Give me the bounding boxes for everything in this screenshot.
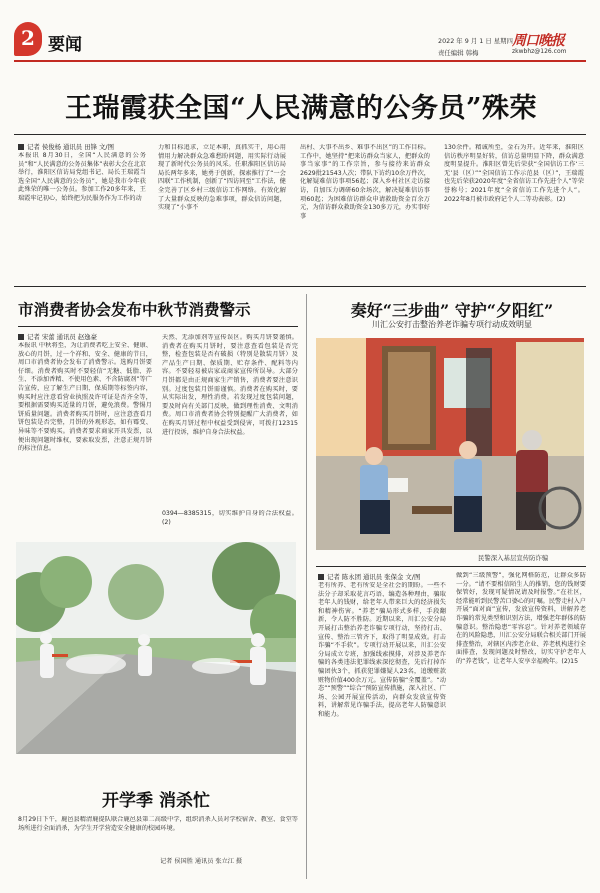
section-title: 要闻 — [48, 35, 82, 55]
antifraud-byline-text: 记者 陈永团 通讯员 张保金 文/图 — [327, 573, 421, 581]
disinfection-photo — [16, 542, 296, 754]
consumer-column-2-tail: 0394—8385315，切实维护自身的合法权益。(2) — [162, 510, 298, 526]
antifraud-subtitle: 川汇公安打击整治养老诈骗专项行动成效明显 — [372, 320, 532, 329]
consumer-column-1: 本报讯 中秋将至，为让消费者吃上安全、健康、放心的月饼，过一个祥和、安全、健康的节日，周口市消费者协会发布了消费警示。选购月饼要仔细。消费者购买时不要轻信“无糖、低脂、养生、不添加香精、不使用色素、不含防腐剂”等广告宣传，应了解生产日期、保质期等标签内容，购买时应注意看营业执照及许可证是否齐全等，要根据需要购买适量的月饼，避免浪费。警惕月饼质量问题。消费者购买月饼时，应注意查看月饼包装是否完整，月饼的外观形态，如有霉变、异味等不要购买。消费者要求商家开具发票，以便出现问题时维权，要索取发票，注意正规月饼的标注信息。 — [18, 342, 152, 453]
lead-column-3: 出村、大事不出乡、难事不出区”的工作目标。工作中，她坚持“把来访群众当家人，把群众的事当家事”的工作宗旨，参与接待来访群众2629批21543人次；带队下访约10余万件次，化解疑难信访事项56起；深入乡村社区走访接访，自加压力调研60余场次，解决疑难信访事项60起；为困难信访群众申请救助资金百余万元，为信访群众救助资金130多万元，办实事好事 — [300, 144, 430, 220]
byline-marker-icon — [18, 334, 24, 340]
issue-date: 2022 年 9 月 1 日 星期四 — [438, 37, 513, 45]
page-number-badge — [14, 22, 42, 56]
lead-column-1: 本报讯 8月30日，全国“人民满意的公务员”和“人民满意的公务员集体”表彰大会在北京举行，淮阳区信访局党组书记、局长王瑞霞当选全国“人民满意的公务员”，她是我市今年获此殊荣的唯一公务员。参加工作20多年来，王瑞霞牢记初心，始终把为民服务作为工作的动 — [18, 152, 146, 202]
editors: 责任编辑 韩梅 — [438, 49, 479, 57]
antifraud-headline: 奏好“三步曲” 守护“夕阳红” — [350, 301, 554, 320]
email: zkwbhz@126.com — [512, 48, 567, 55]
school-caption: 8月29日下午，鹿邑县精清鹿提队联合鹿邑县第二高级中学，组织消杀人员对学校宿舍、教室、食堂等场所进行全面消杀，为学生开学营造安全健康的校园环境。 — [18, 816, 298, 832]
page-number: 2 — [21, 26, 35, 50]
byline-marker-icon — [18, 144, 24, 150]
masthead-rule — [14, 60, 586, 62]
antifraud-byline — [318, 572, 420, 581]
police-visit-photo — [316, 338, 584, 550]
byline-marker-icon — [318, 574, 324, 580]
antifraud-rule — [316, 566, 586, 567]
paper-name: 周口晚报 — [512, 33, 564, 49]
consumer-byline — [18, 332, 97, 341]
lead-byline-text: 记者 侯俊杨 通讯员 田锋 文/图 — [27, 143, 114, 151]
lead-column-2: 力和目标追求，立足本职，真抓实干，用心用情用力解决群众急难愁盼问题，用实际行动展现了新时代公务员的风采。任职淮阳区信访局局长两年多来，她勇于创新，探索推行了“一会四联”工作机制，创新了“四访同至”工作法，健全完善了区乡村三级信访工作网络。有效化解了大量群众反映的急难事项，群众信访问题，实现了“小事不 — [158, 144, 286, 212]
lead-byline — [18, 142, 114, 151]
lead-bottom-rule — [14, 286, 586, 287]
lead-column-4: 130余件。精诚所至，金石为开。近年来，淮阳区信访秩序明显好转，信访总量明显下降，群众满意度明显提升。淮阳区曾先后荣获“全国信访工作‘三无’县（区）”“全国信访工作示范县（区）”，王瑞霞也先后荣获2020年度“全省信访工作先进个人”等荣誉称号；2021年度“全省信访工作先进个人”。2022年8月被市政府记个人二等功表彰。(2) — [444, 144, 584, 203]
consumer-headline: 市消费者协会发布中秋节消费警示 — [18, 300, 251, 319]
consumer-rule — [18, 326, 298, 327]
antifraud-column-1: 老有所养、老有所安是全社会的期盼。一些不法分子却采取花言巧语、编造各种理由，骗取老年人的钱财，给老年人带来巨大的经济损失和精神伤害。“养老”骗局形式多样，手段翻新，令人防不胜防。近期以来，川汇公安分局开展打击整治养老诈骗专项行动，坚持打击、宣传、整治三管齐下，取得了明显成效。打击诈骗“不手软”。专项行动开展以来，川汇公安分局成立专班，加强线索摸排，对涉及养老诈骗的各类违法犯罪线索深挖彻查，先后打掉诈骗团伙3个，抓获犯罪嫌疑人23名，追缴赃款赃物价值400余万元。宣传防骗“全覆盖”。“动态”“预警”“综合”预防宣传措施，深入社区、广场、公园开展宣传活动，向群众发放宣传资料，讲解常见诈骗手法，提高老年人防骗意识和能力。 — [318, 582, 446, 718]
lead-headline: 王瑞霞获全国“人民满意的公务员”殊荣 — [64, 93, 538, 124]
police-visit-illustration — [316, 338, 584, 550]
school-headline: 开学季 消杀忙 — [102, 791, 210, 811]
antifraud-column-2: 做到“三级预警”，强化网格防范，让群众多防一分。“请不要相信陌生人的推销，您的钱财要保管好，发现可疑情况请及时报警。”在社区，经常能听到民警苦口婆心的叮嘱。民警走村入户开展“面对面”宣传，发放宣传资料，讲解养老诈骗的常见类型和识别方法，增强老年群体的防骗意识。整治隐患“零容忍”。针对养老领域存在的风险隐患，川汇公安分局联合相关部门开展排查整治，对辖区内涉老企业、养老机构进行全面排查，发现问题及时整改，切实守护老年人的“养老钱”，让老年人安享幸福晚年。(2)15 — [456, 572, 586, 665]
column-divider — [306, 294, 307, 879]
consumer-column-2: 天然、无添加剂等宣传误区。购买月饼要谨慎。消费者在购买月饼时，要注意查看包装是否完整，检查包装是否有破损（特别是散装月饼）及产品生产日期、保质期、贮存条件、配料等内容。不要轻易被店家或商家宣传所误导。大部分月饼都是由正规商家生产销售，消费者要注意识别。过度包装月饼需谨慎。消费者在购买时，要从实际出发，理性消费。若发现过度包装问题，要及时向有关部门反映，做到理性消费、文明消费。周口市消费者协会特别提醒广大消费者，如在购买月饼过程中权益受到侵害，可拨打12315进行投诉，维护自身合法权益。 — [162, 334, 298, 436]
lead-rule — [14, 134, 586, 135]
disinfection-illustration — [16, 542, 296, 754]
school-credit: 记者 侯国胜 通讯员 张立江 摄 — [160, 858, 243, 865]
photo-caption: 民警深入基层宣传防诈骗 — [478, 554, 549, 562]
consumer-byline-text: 记者 宋蕾 通讯员 赵逸豪 — [27, 333, 97, 341]
